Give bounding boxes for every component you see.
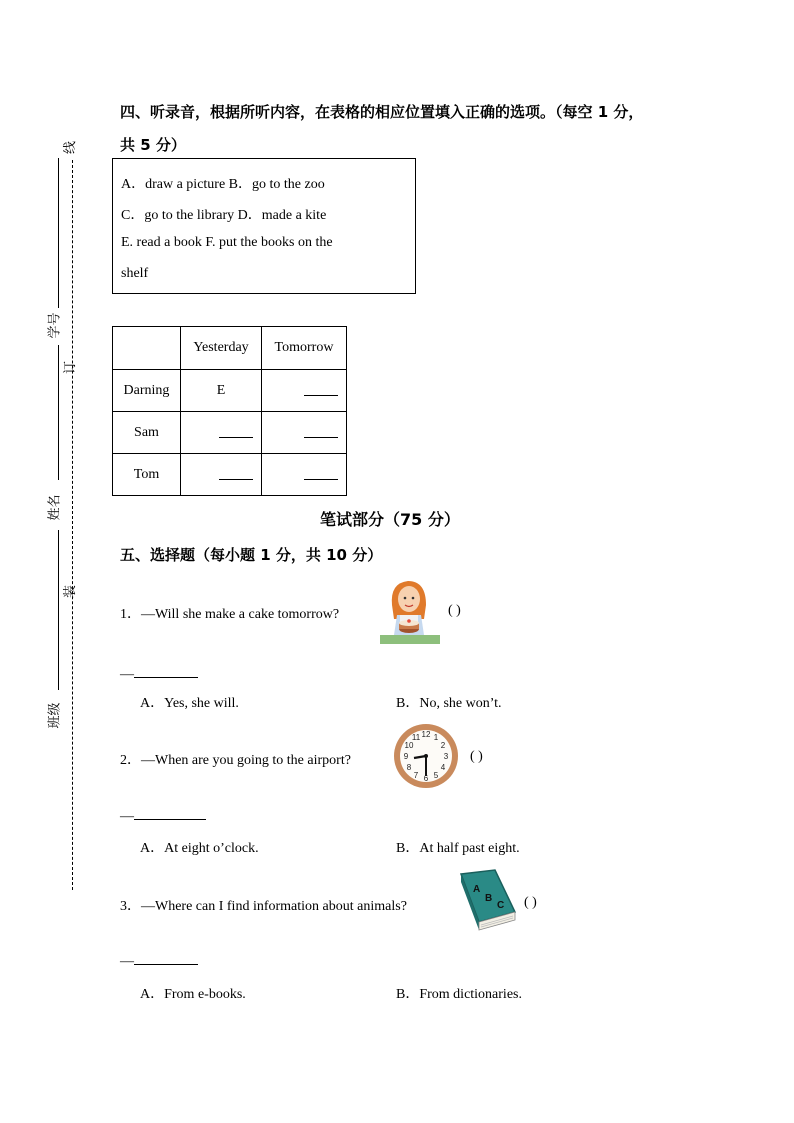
svg-text:11: 11 xyxy=(411,733,421,742)
question-2-text: 2．—When are you going to the airport? xyxy=(120,753,351,768)
book-letter-c: C xyxy=(497,900,505,911)
answer-line-2[interactable] xyxy=(120,807,206,825)
svg-text:8: 8 xyxy=(406,763,412,772)
option-line: A．draw a picture B．go to the zoo xyxy=(121,177,325,192)
options-box xyxy=(112,158,416,294)
girl-cake-icon xyxy=(380,575,440,645)
q3-option-a[interactable]: A．From e-books. xyxy=(140,987,246,1002)
row-tomorrow-blank[interactable] xyxy=(262,412,347,454)
row-name: Darning xyxy=(113,370,181,412)
row-tomorrow-blank[interactable] xyxy=(262,454,347,496)
book-letter-b: B xyxy=(485,893,493,904)
margin-line xyxy=(58,158,59,308)
answer-prefix: — xyxy=(120,954,134,969)
margin-label-xian: 线 xyxy=(63,140,79,155)
answer-paren-3[interactable]: ( ) xyxy=(524,895,537,910)
q2-option-a[interactable]: A．At eight o’clock. xyxy=(140,841,259,856)
section4-title-line1: 四、听录音，根据所听内容，在表格的相应位置填入正确的选项。（每空 1 分， xyxy=(120,103,644,121)
answer-prefix: — xyxy=(120,667,134,682)
margin-label-xingming: 姓名 xyxy=(47,494,63,521)
q2-option-b[interactable]: B．At half past eight. xyxy=(396,841,520,856)
table-header-tomorrow: Tomorrow xyxy=(262,327,347,370)
question-1-text: 1．—Will she make a cake tomorrow? xyxy=(120,607,340,622)
svg-text:5: 5 xyxy=(433,771,439,780)
option-line: E. read a book F. put the books on the xyxy=(121,235,333,250)
row-name: Tom xyxy=(113,454,181,496)
table-row xyxy=(113,370,347,412)
svg-text:2: 2 xyxy=(440,741,446,750)
written-part-title: 笔试部分（75 分） xyxy=(320,510,460,529)
row-name: Sam xyxy=(113,412,181,454)
svg-text:12: 12 xyxy=(421,730,431,739)
table-row xyxy=(113,412,347,454)
margin-label-banji: 班级 xyxy=(47,702,63,729)
svg-text:7: 7 xyxy=(413,771,419,780)
section4-title-line2: 共 5 分） xyxy=(120,136,186,154)
answer-paren-2[interactable]: ( ) xyxy=(470,749,483,764)
question-3-text: 3．—Where can I find information about animals? xyxy=(120,899,407,914)
table-header-empty xyxy=(113,327,181,370)
margin-label-ding: 订 xyxy=(63,360,79,375)
q1-option-a[interactable]: A．Yes, she will. xyxy=(140,696,239,711)
svg-text:10: 10 xyxy=(404,741,414,750)
section5-title: 五、选择题（每小题 1 分，共 10 分） xyxy=(120,546,383,564)
margin-line xyxy=(58,530,59,690)
margin-dashed-line xyxy=(72,160,73,890)
answer-table xyxy=(112,326,347,496)
answer-line-1[interactable] xyxy=(120,665,198,683)
row-yesterday-value: E xyxy=(181,370,262,412)
row-tomorrow-blank[interactable] xyxy=(262,370,347,412)
row-yesterday-blank[interactable] xyxy=(181,412,262,454)
svg-text:4: 4 xyxy=(440,763,446,772)
book-abc-icon xyxy=(455,868,519,934)
q1-option-b[interactable]: B．No, she won’t. xyxy=(396,696,502,711)
option-line: shelf xyxy=(121,266,149,281)
q3-option-b[interactable]: B．From dictionaries. xyxy=(396,987,522,1002)
table-header-yesterday: Yesterday xyxy=(181,327,262,370)
answer-line-3[interactable] xyxy=(120,952,198,970)
svg-text:1: 1 xyxy=(433,733,439,742)
svg-text:3: 3 xyxy=(443,752,449,761)
svg-text:6: 6 xyxy=(423,774,429,783)
book-letter-a: A xyxy=(473,884,481,895)
row-yesterday-blank[interactable] xyxy=(181,454,262,496)
answer-prefix: — xyxy=(120,809,134,824)
clock-icon xyxy=(392,722,460,790)
margin-label-zhuang: 装 xyxy=(63,584,79,599)
margin-label-xuehao: 学号 xyxy=(47,312,63,339)
answer-paren-1[interactable]: ( ) xyxy=(448,603,461,618)
option-line: C．go to the library D．made a kite xyxy=(121,208,327,223)
table-row xyxy=(113,454,347,496)
svg-text:9: 9 xyxy=(403,752,409,761)
